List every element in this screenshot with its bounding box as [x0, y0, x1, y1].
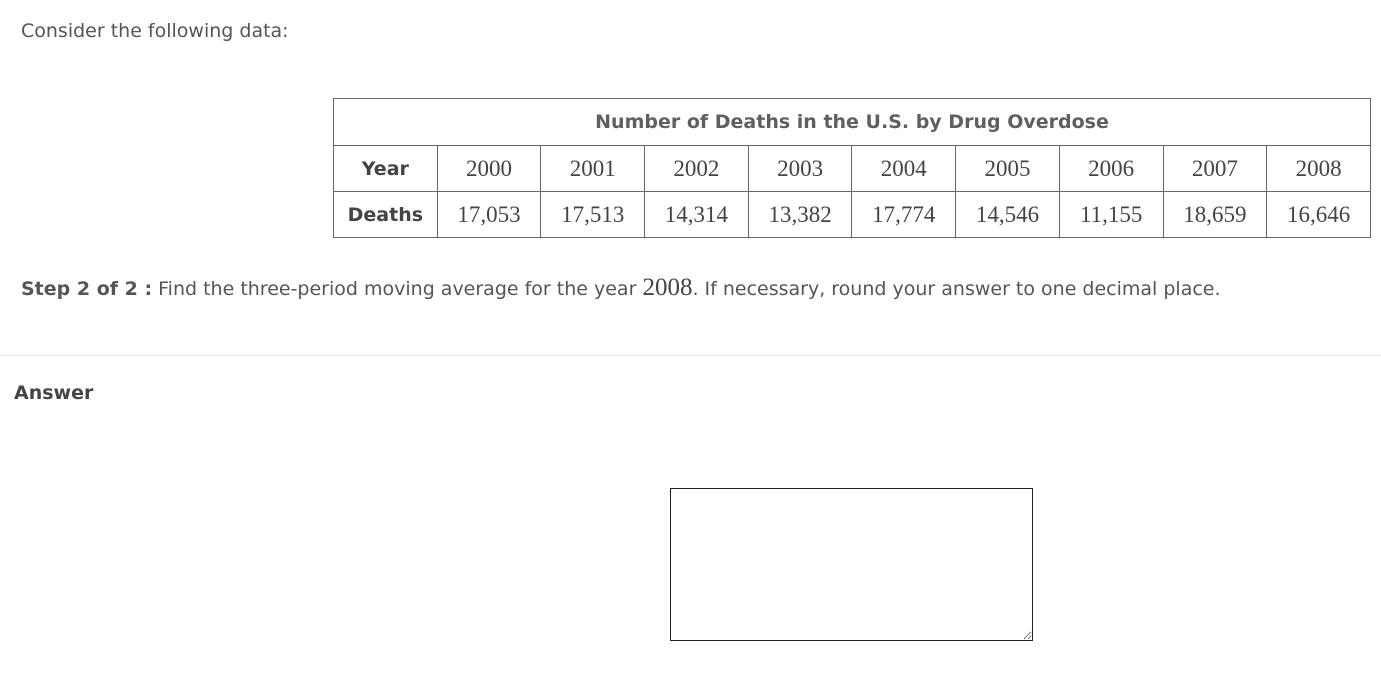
answer-input[interactable] [670, 488, 1033, 641]
step-text-after: . If necessary, round your answer to one decimal place. [692, 278, 1221, 300]
deaths-row [334, 192, 1371, 238]
section-divider [0, 355, 1381, 356]
year-cell: 2000 [437, 146, 541, 192]
table-caption: Number of Deaths in the U.S. by Drug Overdose [334, 99, 1371, 146]
year-row-header: Year [334, 146, 438, 192]
deaths-cell: 13,382 [748, 192, 852, 238]
year-cell: 2007 [1163, 146, 1267, 192]
answer-label: Answer [14, 382, 94, 404]
step-text-before: Find the three-period moving average for the year [158, 278, 637, 300]
year-cell: 2005 [956, 146, 1060, 192]
deaths-cell: 17,053 [437, 192, 541, 238]
deaths-cell: 18,659 [1163, 192, 1267, 238]
step-year: 2008 [642, 274, 693, 301]
year-cell: 2008 [1267, 146, 1371, 192]
year-cell: 2001 [541, 146, 645, 192]
deaths-cell: 11,155 [1059, 192, 1163, 238]
table-caption-row [334, 99, 1371, 146]
deaths-cell: 17,513 [541, 192, 645, 238]
deaths-cell: 14,546 [956, 192, 1060, 238]
deaths-cell: 16,646 [1267, 192, 1371, 238]
step-instruction [21, 274, 1221, 302]
year-row [334, 146, 1371, 192]
deaths-cell: 17,774 [852, 192, 956, 238]
year-cell: 2003 [748, 146, 852, 192]
intro-text: Consider the following data: [21, 20, 289, 42]
year-cell: 2004 [852, 146, 956, 192]
data-table [333, 98, 1371, 238]
deaths-cell: 14,314 [645, 192, 749, 238]
year-cell: 2002 [645, 146, 749, 192]
year-cell: 2006 [1059, 146, 1163, 192]
deaths-row-header: Deaths [334, 192, 438, 238]
step-label: Step 2 of 2 : [21, 278, 153, 300]
